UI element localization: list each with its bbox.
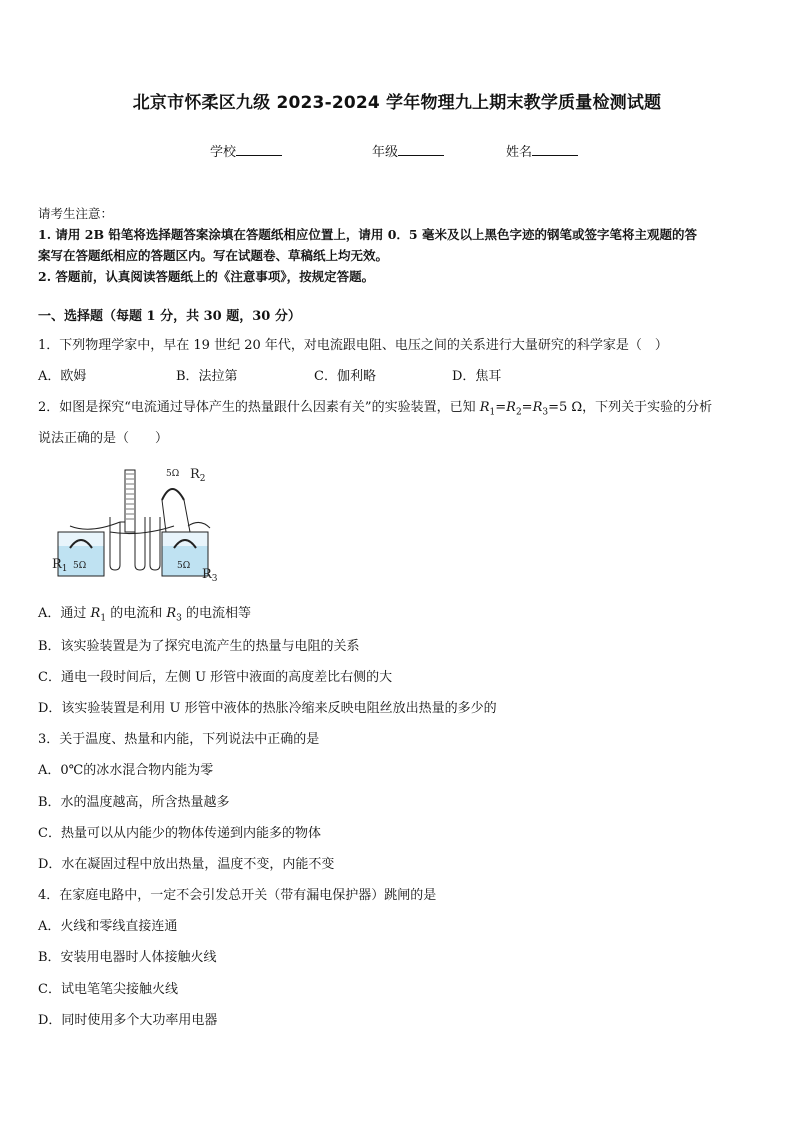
q2-r2: R	[506, 400, 516, 415]
school-label: 学校	[210, 145, 237, 160]
q2-opt-a-text-1: A．通过	[38, 606, 91, 621]
joule-heating-apparatus-diagram	[50, 462, 222, 584]
name-blank[interactable]	[532, 143, 578, 156]
school-blank[interactable]	[236, 143, 282, 156]
q2-r3-sub: 3	[542, 407, 549, 418]
notice-item-1-line-2: 案写在答题纸相应的答题区内。写在试题卷、草稿纸上均无效。	[38, 248, 389, 263]
q2-opt-a-r1: R	[90, 606, 101, 621]
right-u-tube	[150, 517, 160, 570]
question-3-stem: 3．关于温度、热量和内能，下列说法中正确的是	[38, 732, 320, 747]
q2-opt-a-r3: R	[166, 606, 177, 621]
school-field[interactable]	[210, 141, 282, 160]
q2-opt-a-r3-sub: 3	[176, 613, 182, 624]
q1-option-c[interactable]: C．伽利略	[314, 369, 376, 384]
q2-option-b[interactable]: B．该实验装置是为了探究电流产生的热量与电阻的关系	[38, 639, 360, 654]
exam-title: 北京市怀柔区九级 2023-2024 学年物理九上期末教学质量检测试题	[132, 93, 662, 113]
q3-option-c[interactable]: C．热量可以从内能少的物体传递到内能多的物体	[38, 826, 321, 841]
notice-item-1-line-1: 1. 请用 2B 铅笔将选择题答案涂填在答题纸相应位置上，请用 0．5 毫米及以上黑色字迹的钢笔或签字笔将主观题的答	[38, 227, 697, 242]
q1-option-b[interactable]: B．法拉第	[176, 369, 238, 384]
q2-option-d[interactable]: D．该实验装置是利用 U 形管中液体的热胀冷缩来反映电阻丝放出热量的多少的	[38, 701, 497, 716]
notice-heading: 请考生注意：	[38, 206, 114, 221]
q4-option-a[interactable]: A．火线和零线直接连通	[38, 919, 178, 934]
q1-option-d[interactable]: D．焦耳	[452, 369, 502, 384]
question-2-stem-line-1	[38, 396, 712, 418]
q3-option-d[interactable]: D．水在凝固过程中放出热量，温度不变，内能不变	[38, 857, 335, 872]
r1-label: $R_1$	[52, 557, 68, 574]
notice-item-2: 2. 答题前，认真阅读答题纸上的《注意事项》，按规定答题。	[38, 269, 375, 284]
right-resistor-value: 5Ω	[177, 561, 191, 571]
r3-label: $R_3$	[202, 567, 218, 584]
q2-opt-a-text-3: 的电流相等	[181, 606, 251, 621]
question-2-stem-line-2: 说法正确的是（ ）	[38, 431, 169, 446]
q2-option-a[interactable]	[38, 602, 251, 624]
top-resistor-value: 5Ω	[166, 469, 180, 479]
grade-field[interactable]	[372, 141, 444, 160]
q2-eq-2: =	[521, 400, 533, 415]
q2-opt-a-text-2: 的电流和	[106, 606, 167, 621]
section-heading: 一、选择题（每题 1 分，共 30 题，30 分）	[38, 309, 301, 324]
q2-r1: R	[479, 400, 490, 415]
q3-option-a[interactable]: A．0℃的冰水混合物内能为零	[38, 763, 214, 778]
grade-label: 年级	[372, 145, 399, 160]
question-1-stem: 1．下列物理学家中，早在 19 世纪 20 年代，对电流跟电阻、电压之间的关系进行大量研究的科学家是（ ）	[38, 338, 668, 353]
top-resistor-coil	[162, 489, 184, 500]
q2-stem-text-a: 2．如图是探究“电流通过导体产生的热量跟什么因素有关”的实验装置，已知	[38, 400, 480, 415]
q4-option-d[interactable]: D．同时使用多个大功率用电器	[38, 1013, 218, 1028]
q2-r3: R	[532, 400, 543, 415]
name-label: 姓名	[506, 145, 533, 160]
exam-notice	[38, 203, 763, 287]
question-4-stem: 4．在家庭电路中，一定不会引发总开关（带有漏电保护器）跳闸的是	[38, 888, 437, 903]
q1-option-a[interactable]: A．欧姆	[38, 369, 87, 384]
q4-option-c[interactable]: C．试电笔笔尖接触火线	[38, 982, 178, 997]
student-info-row	[0, 141, 794, 159]
left-resistor-value: 5Ω	[73, 561, 87, 571]
name-field[interactable]	[506, 141, 578, 160]
q2-opt-a-r1-sub: 1	[100, 613, 107, 624]
grade-blank[interactable]	[398, 143, 444, 156]
q2-r2-sub: 2	[515, 407, 522, 418]
q2-r1-sub: 1	[489, 407, 496, 418]
q2-option-c[interactable]: C．通电一段时间后，左侧 U 形管中液面的高度差比右侧的大	[38, 670, 393, 685]
q3-option-b[interactable]: B．水的温度越高，所含热量越多	[38, 795, 230, 810]
q4-option-b[interactable]: B．安装用电器时人体接触火线	[38, 950, 217, 965]
q2-stem-text-b: =5 Ω，下列关于实验的分析	[548, 400, 713, 415]
r2-label: $R_2$	[190, 467, 206, 484]
q2-eq-1: =	[495, 400, 507, 415]
